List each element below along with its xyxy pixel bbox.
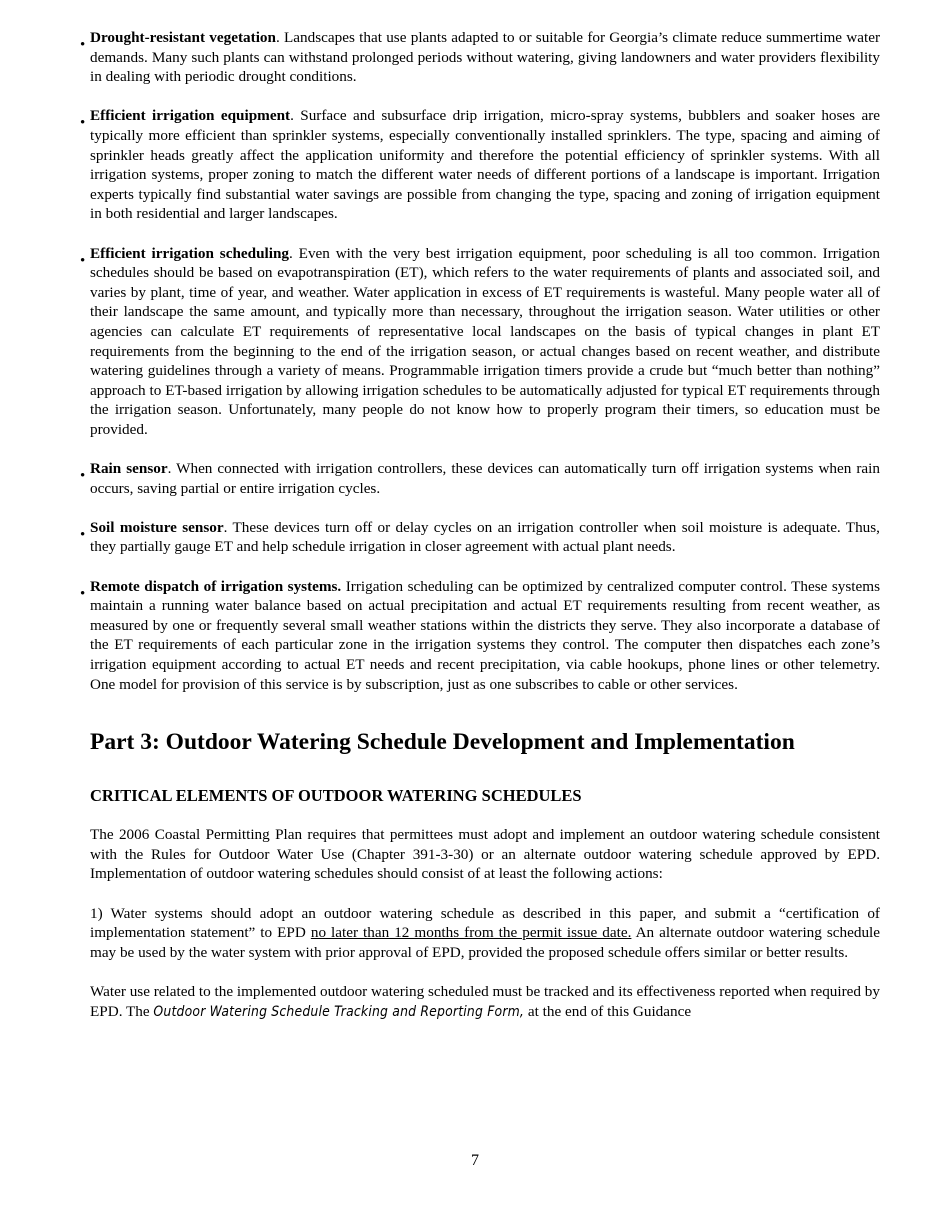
- bullet-efficient-irrigation-equipment: [80, 106, 880, 224]
- form-title: Outdoor Watering Schedule Tracking and Reporting Form,: [153, 1003, 525, 1020]
- page-content: [80, 28, 881, 1022]
- section-heading: CRITICAL ELEMENTS OF OUTDOOR WATERING SCHEDULES: [90, 786, 582, 806]
- bullet-marker: •: [80, 37, 86, 53]
- bullet-text: Irrigation scheduling can be optimized by centralized computer control. These systems maintain a running water balance based on actual precipitation and actual ET requirements resulting from recent weather, as measured by one or frequently several small weather stations within the districts they serve. They also incorporate a database of the ET requirements of each particular zone in the irrigation systems they control. The computer then dispatches each zone’s irrigation equipment according to actual ET needs and recent precipitation, via cable hookups, phone lines or other telemetry. One model for provision of this service is by subscription, just as one subscribes to cable or other services.: [90, 577, 880, 693]
- bullet-term: Drought-resistant vegetation: [90, 29, 276, 46]
- bullet-term: Remote dispatch of irrigation systems.: [90, 577, 342, 595]
- action-1-paragraph: [90, 904, 880, 963]
- bullet-text: . Landscapes that use plants adapted to or suitable for Georgia’s climate reduce summertime water demands. Many such plants can withstand prolonged periods without watering, giving landowners and water providers flexibility in dealing with periodic drought conditions.: [90, 29, 881, 86]
- bullet-remote-dispatch: [80, 577, 880, 695]
- bullet-marker: •: [80, 585, 86, 602]
- bullet-marker: •: [80, 252, 86, 269]
- action-1-text-before: 1) Water systems should adopt an outdoor watering schedule as described in this paper, and submit a “certification of implementation statement” to EPD: [90, 904, 880, 942]
- bullet-text: . When connected with irrigation controllers, these devices can automatically turn off irrigation systems when rain occurs, saving partial or entire irrigation cycles.: [90, 460, 880, 497]
- tracking-text-after: at the end of this Guidance: [524, 1002, 692, 1020]
- bullet-term: Soil moisture sensor: [90, 518, 224, 536]
- bullet-efficient-irrigation-scheduling: [80, 244, 880, 440]
- bullet-soil-moisture-sensor: [80, 518, 880, 557]
- bullet-marker: •: [80, 115, 86, 132]
- bullet-term: Efficient irrigation scheduling: [90, 244, 290, 262]
- bullet-text: . Even with the very best irrigation equipment, poor scheduling is all too common. Irrigation schedules should be based on evapotranspiration (ET), which refers to the water requirements of plants and associated soil, and varies by plant, time of year, and weather. Water application in excess of ET requirements is wasteful. Many people water all of their landscape the same amount, and typically more than necessary, throughout the irrigation season. Water utilities or other agencies can calculate ET requirements of representative local landscapes on the basis of typical changes in plant ET requirements from the beginning to the end of the irrigation season, or actual changes based on recent weather, and distribute watering guidelines through a variety of means. Programmable irrigation timers provide a crude but “much better than nothing” approach to ET-based irrigation by allowing irrigation schedules to be automatically adjusted for typical ET requirements through the irrigation season. Unfortunately, many people do not know how to properly program their timers, so education must be provided.: [90, 244, 880, 438]
- bullet-drought-resistant-vegetation: [80, 28, 881, 87]
- intro-paragraph: The 2006 Coastal Permitting Plan requires that permittees must adopt and implement an outdoor watering schedule consistent with the Rules for Outdoor Water Use (Chapter 391-3-30) or an alternate outdoor watering schedule approved by EPD. Implementation of outdoor watering schedules should consist of at least the following actions:: [90, 826, 880, 883]
- part-heading: Part 3: Outdoor Watering Schedule Development and Implementation: [90, 729, 795, 756]
- bullet-text: . Surface and subsurface drip irrigation, micro-spray systems, bubblers and soaker hoses are typically more efficient than sprinkler systems, especially conventionally installed sprinklers. The type, spacing and aiming of sprinkler heads greatly affect the application uniformity and therefore the potential efficiency of sprinkler systems. With all irrigation systems, proper zoning to match the different water needs of different portions of a landscape is important. Irrigation experts typically find substantial water savings are possible from changing the type, spacing and zoning of irrigation equipment in both residential and larger landscapes.: [90, 107, 880, 223]
- bullet-text: . These devices turn off or delay cycles on an irrigation controller when soil moisture is adequate. Thus, they partially gauge ET and help schedule irrigation in closer agreement with actual plant needs.: [90, 518, 880, 556]
- bullet-term: Rain sensor: [90, 460, 168, 478]
- action-1-text-after: An alternate outdoor watering schedule may be used by the water system with prior approval of EPD, provided the proposed schedule offers similar or better results.: [90, 924, 880, 961]
- page-number: 7: [471, 1152, 479, 1169]
- tracking-text-before: Water use related to the implemented outdoor watering scheduled must be tracked and its effectiveness reported when required by EPD. The: [90, 982, 880, 1020]
- tracking-paragraph: [90, 982, 880, 1022]
- bullet-term: Efficient irrigation equipment: [90, 107, 291, 125]
- bullet-rain-sensor: [80, 459, 880, 498]
- deadline-underlined: no later than 12 months from the permit issue date.: [310, 924, 632, 942]
- bullet-marker: •: [80, 468, 86, 485]
- bullet-marker: •: [80, 526, 86, 543]
